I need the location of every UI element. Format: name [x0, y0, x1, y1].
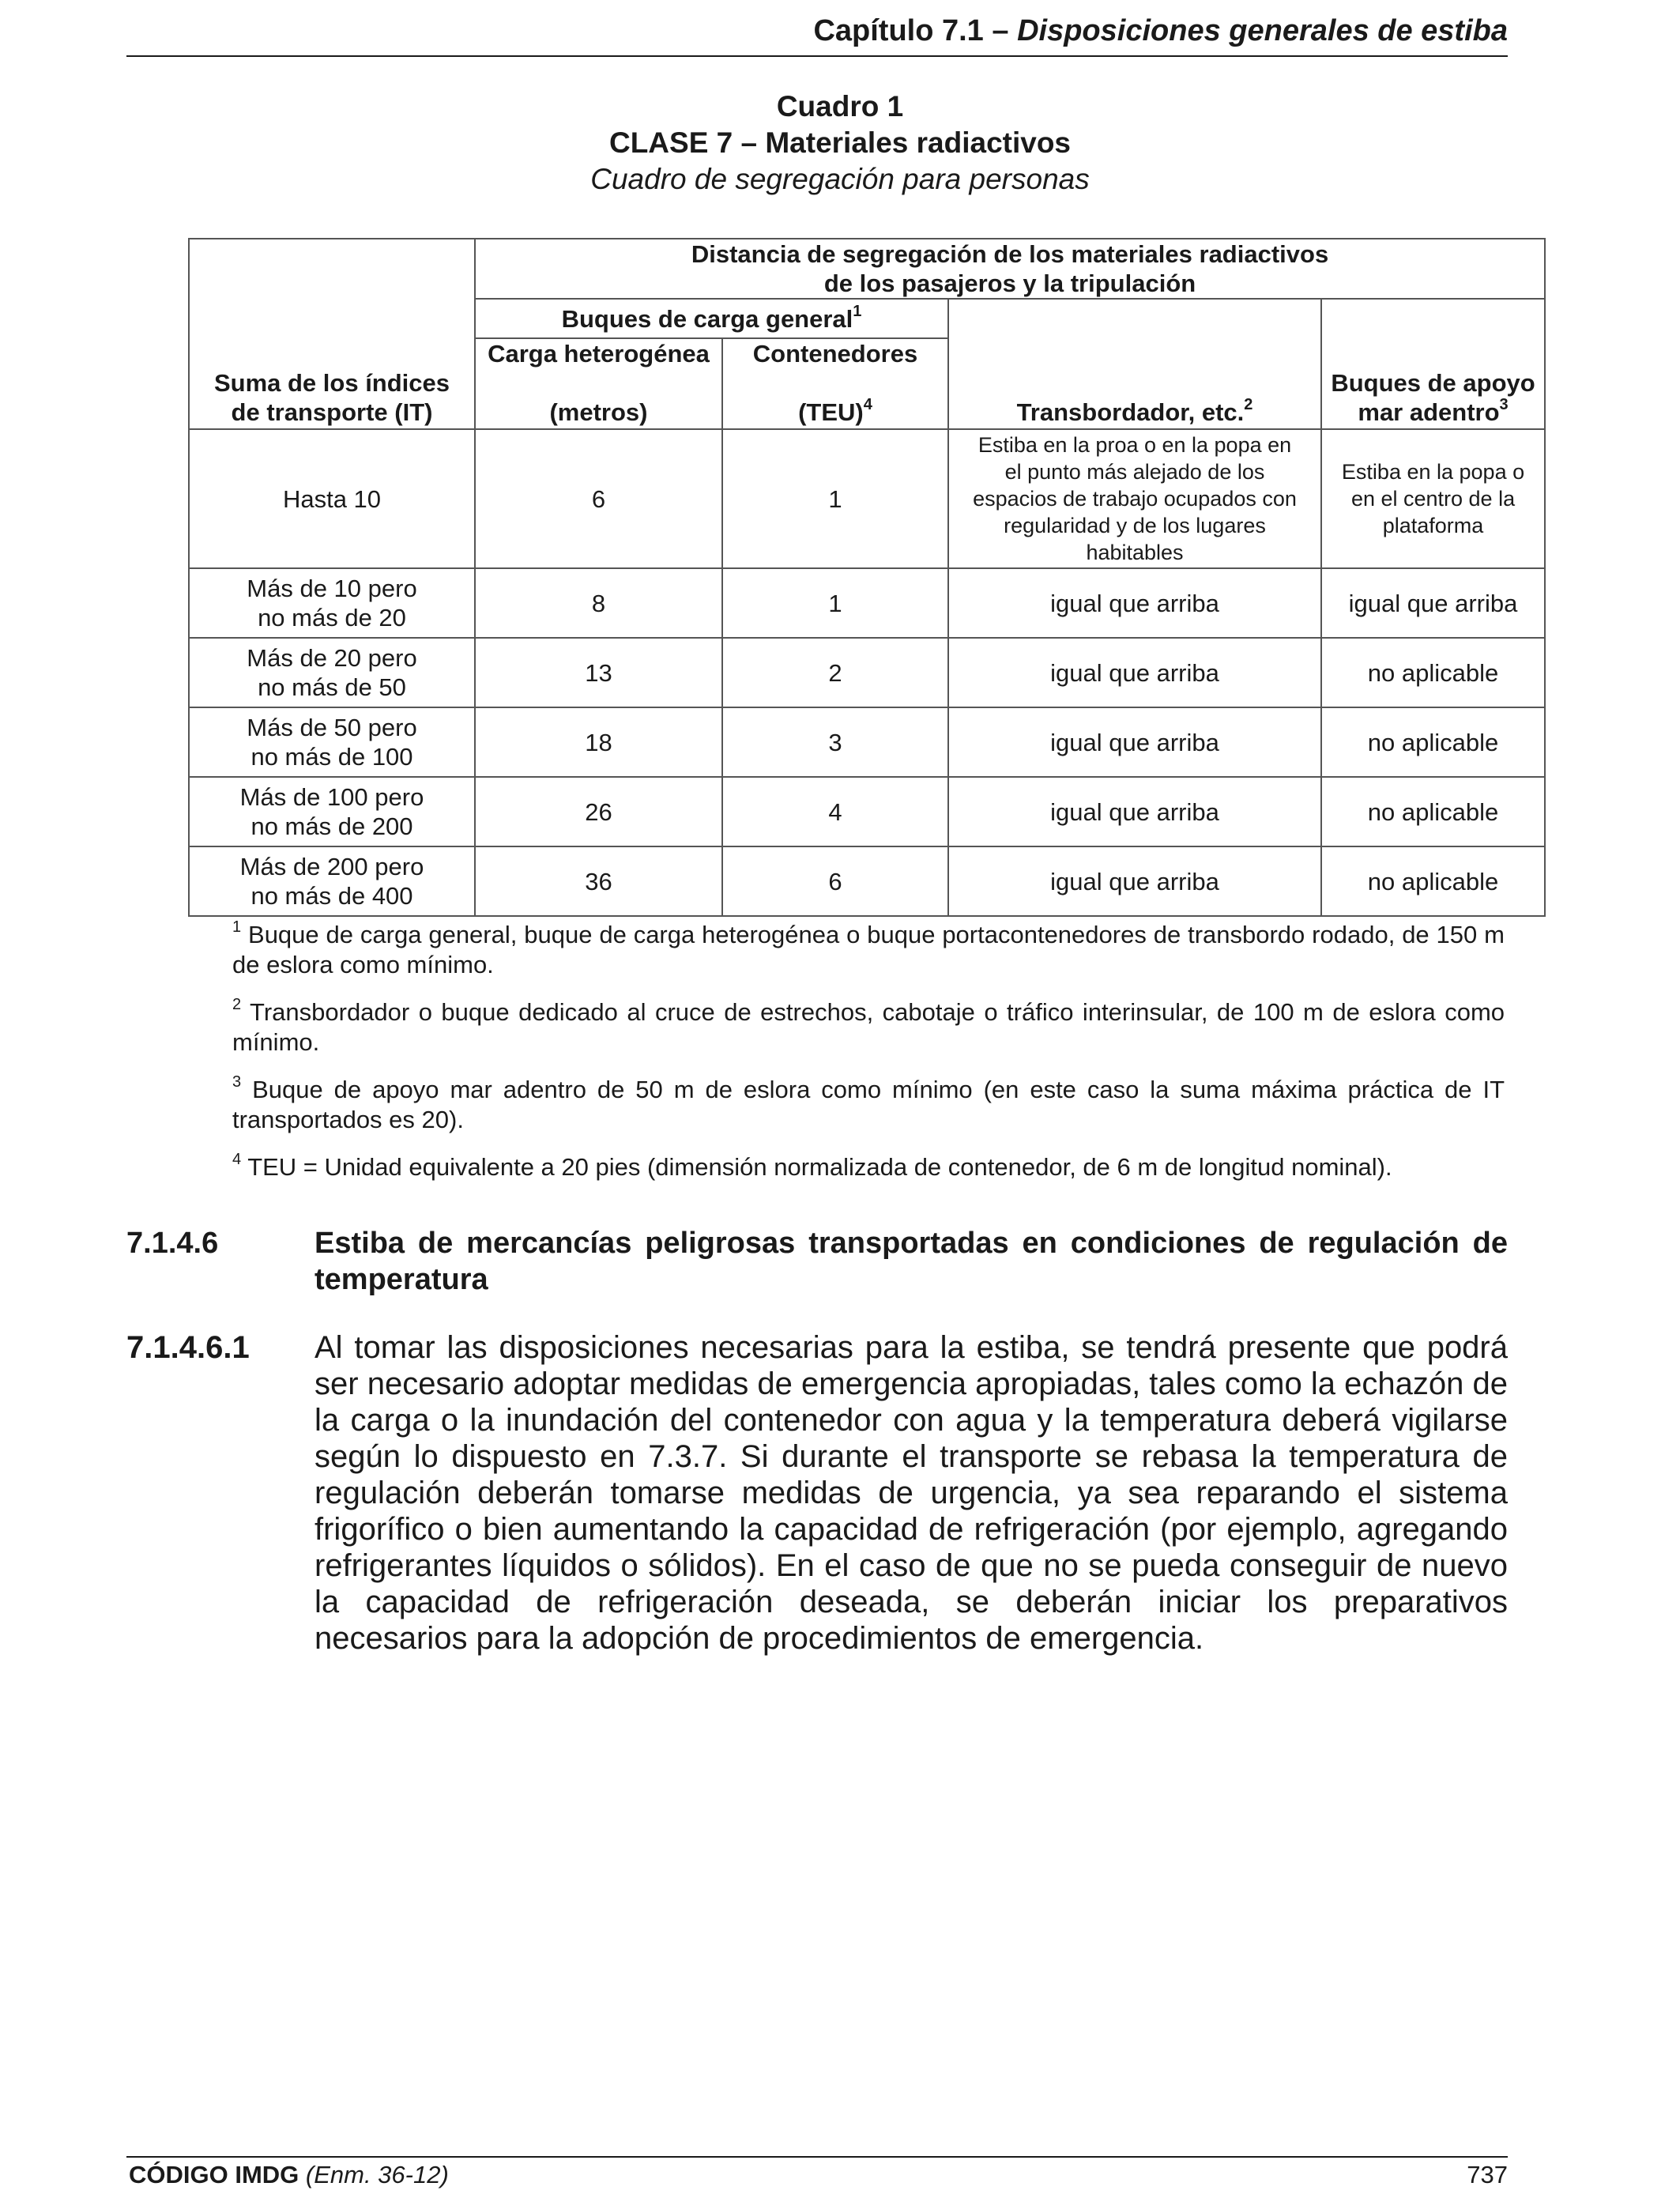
cell-heterogeneous: 36	[475, 846, 722, 916]
cell-it: Más de 10 pero no más de 20	[189, 568, 475, 638]
cell-heterogeneous: 26	[475, 777, 722, 846]
section-title: Estiba de mercancías peligrosas transportadas en condiciones de regulación de temperatura	[315, 1227, 1508, 1296]
cell-ferry: igual que arriba	[948, 568, 1321, 638]
cell-it: Más de 200 pero no más de 400	[189, 846, 475, 916]
cell-offshore: Estiba en la popa o en el centro de la plataforma	[1321, 429, 1545, 568]
cell-it: Más de 50 pero no más de 100	[189, 707, 475, 777]
cell-offshore: no aplicable	[1321, 846, 1545, 916]
header-it: Suma de los índices de transporte (IT)	[189, 239, 475, 429]
cell-it: Más de 20 pero no más de 50	[189, 638, 475, 707]
table-number: Cuadro 1	[776, 90, 904, 123]
table-subtitle: Cuadro de segregación para personas	[590, 163, 1090, 195]
cell-containers: 3	[722, 707, 948, 777]
cell-ferry: Estiba en la proa o en la popa en el punto más alejado de los espacios de trabajo ocupados con regularidad y de los lugares habitables	[948, 429, 1321, 568]
cell-offshore: no aplicable	[1321, 777, 1545, 846]
cell-containers: 6	[722, 846, 948, 916]
page-number: 737	[1467, 2161, 1508, 2188]
segregation-table	[188, 238, 1546, 917]
cell-ferry: igual que arriba	[948, 846, 1321, 916]
cell-offshore: no aplicable	[1321, 638, 1545, 707]
chapter-label: Capítulo 7.1 –	[813, 14, 1018, 47]
cell-it: Más de 100 pero no más de 200	[189, 777, 475, 846]
cell-it: Hasta 10	[189, 429, 475, 568]
footer-rule	[126, 2156, 1508, 2158]
cell-heterogeneous: 18	[475, 707, 722, 777]
cell-ferry: igual que arriba	[948, 638, 1321, 707]
footnote-3: $^3$ Buque de apoyo mar adentro de 50 m de eslora como mínimo (en este caso la suma máxima práctica de IT transportados es 20).	[232, 1073, 1505, 1133]
table-row	[189, 777, 1545, 846]
header-ferry: Transbordador, etc.$^2$	[948, 299, 1321, 429]
footer-code: CÓDIGO IMDG (Enm. 36-12)	[129, 2161, 449, 2188]
header-offshore: Buques de apoyo mar adentro$^3$	[1321, 299, 1545, 429]
footer-edition: (Enm. 36-12)	[305, 2161, 449, 2188]
header-heterogeneous: Carga heterogénea (metros)	[475, 338, 722, 429]
cell-containers: 1	[722, 429, 948, 568]
cell-offshore: igual que arriba	[1321, 568, 1545, 638]
cell-heterogeneous: 13	[475, 638, 722, 707]
chapter-title: Disposiciones generales de estiba	[1017, 14, 1508, 47]
cell-heterogeneous: 6	[475, 429, 722, 568]
cell-offshore: no aplicable	[1321, 707, 1545, 777]
header-containers: Contenedores (TEU)$^4$	[722, 338, 948, 429]
running-header	[126, 14, 1508, 48]
table-row	[189, 429, 1545, 568]
header-rule	[126, 55, 1508, 57]
footnote-1: $^1$ Buque de carga general, buque de carga heterogénea o buque portacontenedores de transbordo rodado, de 150 m de eslora como mínimo.	[232, 918, 1505, 978]
section-number: 7.1.4.6	[126, 1227, 219, 1260]
footnote-4: $^4$ TEU = Unidad equivalente a 20 pies (dimensión normalizada de contenedor, de 6 m de longitud nominal).	[232, 1151, 1392, 1181]
cell-containers: 2	[722, 638, 948, 707]
cell-ferry: igual que arriba	[948, 777, 1321, 846]
table-class-title: CLASE 7 – Materiales radiactivos	[608, 126, 1072, 159]
cell-containers: 1	[722, 568, 948, 638]
cell-containers: 4	[722, 777, 948, 846]
cell-heterogeneous: 8	[475, 568, 722, 638]
table-row	[189, 568, 1545, 638]
table-row	[189, 707, 1545, 777]
table-row	[189, 638, 1545, 707]
cell-ferry: igual que arriba	[948, 707, 1321, 777]
header-distance-group: Distancia de segregación de los materiales radiactivos de los pasajeros y la tripulación	[475, 239, 1545, 299]
footnote-2: $^2$ Transbordador o buque dedicado al cruce de estrechos, cabotaje o tráfico interinsular, de 100 m de eslora como mínimo.	[232, 996, 1505, 1056]
table-row	[189, 846, 1545, 916]
paragraph-body: Al tomar las disposiciones necesarias para la estiba, se tendrá presente que podrá ser necesario adoptar medidas de emergencia apropiadas, tales como la echazón de la carga o la inundación del contenedor con agua y la temperatura deberá vigilarse según lo dispuesto en 7.3.7. Si durante el transporte se rebasa la temperatura de regulación deberán tomarse medidas de urgencia, ya sea reparando el sistema frigorífico o bien aumentando la capacidad de refrigeración (por ejemplo, agregando refrigerantes líquidos o sólidos). En el caso de que no se pueda conseguir de nuevo la capacidad de refrigeración deseada, se deberán iniciar los preparativos necesarios para la adopción de procedimientos de emergencia.	[315, 1330, 1508, 1656]
header-general-cargo: Buques de carga general$^1$	[475, 299, 948, 338]
paragraph-number: 7.1.4.6.1	[126, 1330, 250, 1365]
